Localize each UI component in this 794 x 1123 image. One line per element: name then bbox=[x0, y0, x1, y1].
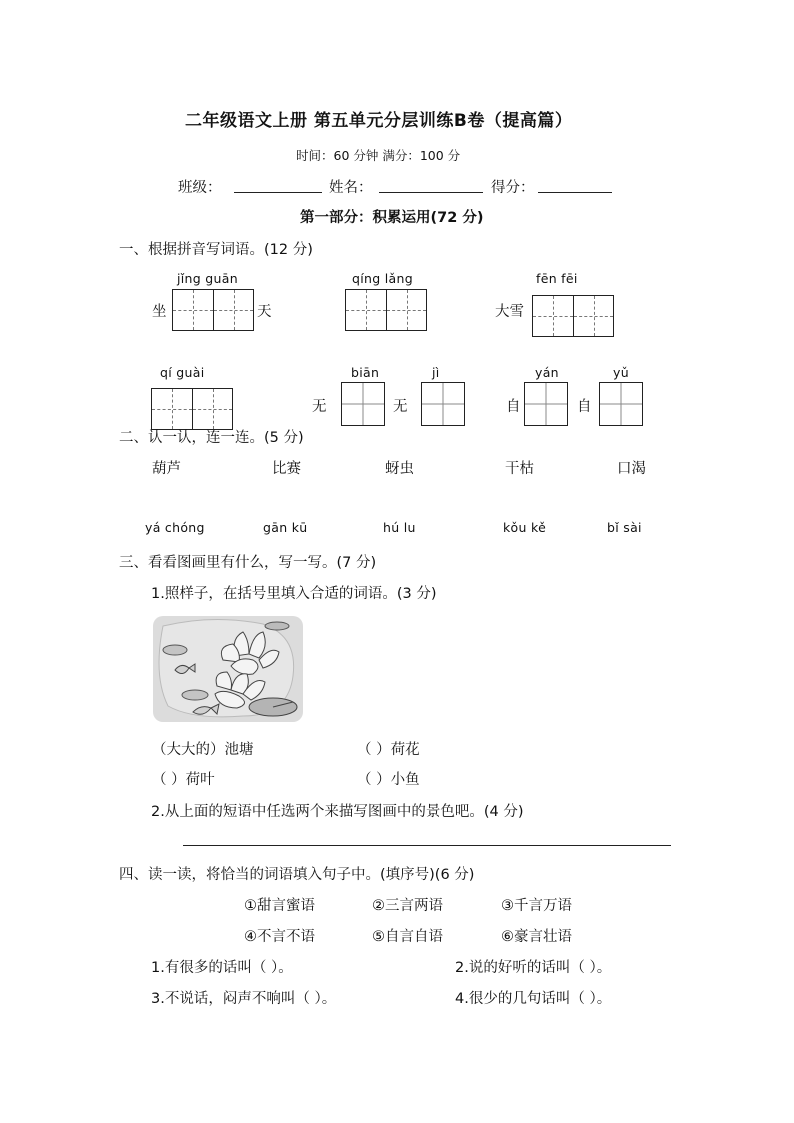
fill-phrase[interactable]: （ ）小鱼 bbox=[357, 772, 420, 788]
word-prefix: 无 bbox=[393, 399, 408, 415]
option-item: ③千言万语 bbox=[501, 898, 572, 914]
word-prefix: 坐 bbox=[152, 304, 167, 320]
name-label: 姓名： bbox=[329, 180, 373, 196]
match-pinyin[interactable]: bǐ sài bbox=[607, 520, 642, 535]
word-prefix: 自 bbox=[577, 399, 592, 415]
lotus-pond-picture bbox=[153, 616, 303, 722]
option-item: ④不言不语 bbox=[244, 929, 315, 945]
name-blank[interactable] bbox=[379, 192, 483, 193]
writing-grid[interactable] bbox=[172, 289, 254, 331]
match-word[interactable]: 蚜虫 bbox=[385, 461, 414, 477]
writing-grid[interactable] bbox=[532, 295, 614, 337]
writing-cell[interactable] bbox=[599, 382, 643, 426]
q1-heading: 一、根据拼音写词语。(12 分) bbox=[119, 242, 313, 258]
fill-question[interactable]: 4.很少的几句话叫（ ）。 bbox=[455, 991, 612, 1007]
match-pinyin[interactable]: hú lu bbox=[383, 520, 416, 535]
match-pinyin[interactable]: kǒu kě bbox=[503, 520, 547, 535]
q3-sub2: 2.从上面的短语中任选两个来描写图画中的景色吧。(4 分) bbox=[151, 804, 524, 820]
pinyin-label: qí guài bbox=[160, 365, 205, 380]
fill-phrase[interactable]: （ ）荷花 bbox=[357, 742, 420, 758]
option-item: ⑤自言自语 bbox=[372, 929, 443, 945]
match-word[interactable]: 葫芦 bbox=[152, 461, 181, 477]
writing-cell[interactable] bbox=[524, 382, 568, 426]
writing-grid[interactable] bbox=[151, 388, 233, 430]
answer-line[interactable] bbox=[183, 845, 671, 846]
pinyin-label: qíng lǎng bbox=[352, 271, 413, 286]
word-suffix: 天 bbox=[257, 304, 272, 320]
option-item: ①甜言蜜语 bbox=[244, 898, 315, 914]
fill-phrase[interactable]: （ ）荷叶 bbox=[152, 772, 215, 788]
fill-phrase[interactable]: （大大的）池塘 bbox=[152, 742, 254, 758]
time-info: 时间：60 分钟 满分：100 分 bbox=[296, 148, 461, 163]
class-label: 班级： bbox=[178, 180, 222, 196]
q4-heading: 四、读一读，将恰当的词语填入句子中。(填序号)(6 分) bbox=[119, 867, 475, 883]
word-prefix: 大雪 bbox=[495, 304, 524, 320]
page-title: 二年级语文上册 第五单元分层训练B卷（提高篇） bbox=[185, 111, 573, 131]
pinyin-label: jǐng guān bbox=[177, 271, 238, 286]
word-prefix: 自 bbox=[506, 399, 521, 415]
pinyin-label: fēn fēi bbox=[536, 271, 578, 286]
match-pinyin[interactable]: yá chóng bbox=[145, 520, 205, 535]
part-one-heading: 第一部分：积累运用(72 分) bbox=[300, 210, 484, 226]
fill-question[interactable]: 2.说的好听的话叫（ ）。 bbox=[455, 960, 612, 976]
writing-cell[interactable] bbox=[421, 382, 465, 426]
writing-grid[interactable] bbox=[345, 289, 427, 331]
writing-cell[interactable] bbox=[341, 382, 385, 426]
q3-sub1: 1.照样子，在括号里填入合适的词语。(3 分) bbox=[151, 586, 437, 602]
match-word[interactable]: 口渴 bbox=[617, 461, 646, 477]
fill-question[interactable]: 3.不说话，闷声不响叫（ ）。 bbox=[151, 991, 337, 1007]
class-blank[interactable] bbox=[234, 192, 322, 193]
score-blank[interactable] bbox=[538, 192, 612, 193]
option-item: ⑥豪言壮语 bbox=[501, 929, 572, 945]
option-item: ②三言两语 bbox=[372, 898, 443, 914]
word-prefix: 无 bbox=[312, 399, 327, 415]
match-word[interactable]: 干枯 bbox=[505, 461, 534, 477]
lotus-pond-illustration bbox=[153, 616, 303, 722]
pinyin-label: jì bbox=[432, 365, 440, 380]
pinyin-label: yán bbox=[535, 365, 559, 380]
q3-heading: 三、看看图画里有什么，写一写。(7 分) bbox=[119, 555, 377, 571]
fill-question[interactable]: 1.有很多的话叫（ ）。 bbox=[151, 960, 293, 976]
q2-heading: 二、认一认，连一连。(5 分) bbox=[119, 430, 304, 446]
pinyin-label: yǔ bbox=[613, 365, 629, 380]
match-word[interactable]: 比赛 bbox=[272, 461, 301, 477]
match-pinyin[interactable]: gān kū bbox=[263, 520, 308, 535]
score-label: 得分： bbox=[491, 180, 535, 196]
pinyin-label: biān bbox=[351, 365, 380, 380]
